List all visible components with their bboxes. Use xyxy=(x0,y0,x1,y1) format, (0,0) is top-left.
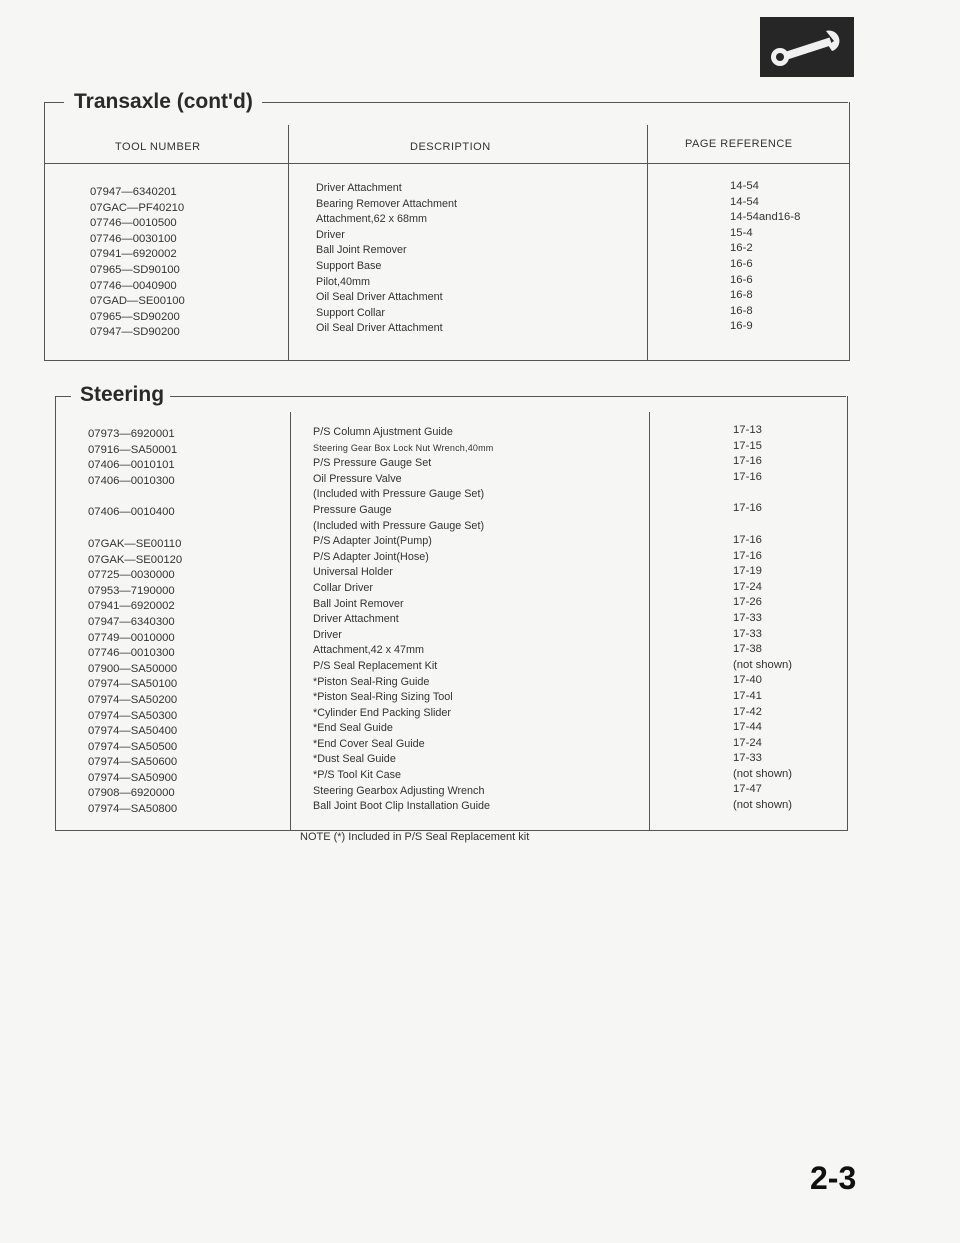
description: Ball Joint Boot Clip Installation Guide xyxy=(313,800,491,813)
tool-number: 07916—SA50001 xyxy=(88,443,178,456)
tool-number: 07974—SA50900 xyxy=(88,771,178,784)
tool-number: 07974—SA50600 xyxy=(88,756,178,769)
tool-number: 07406—0010101 xyxy=(88,459,175,472)
page-reference: (not shown) xyxy=(733,658,793,671)
description: Steering Gear Box Lock Nut Wrench,40mm xyxy=(313,442,494,453)
description: P/S Column Ajustment Guide xyxy=(313,426,453,438)
tool-number: 07406—0010300 xyxy=(88,474,175,487)
tool-number: 07941—6920002 xyxy=(88,600,175,613)
description: Ball Joint Remover xyxy=(316,244,407,257)
tool-number: 07974—SA50500 xyxy=(88,740,178,753)
description: Oil Seal Driver Attachment xyxy=(316,322,443,335)
page-reference: 17-13 xyxy=(733,424,762,436)
header-description: DESCRIPTION xyxy=(410,141,491,153)
steering-title: Steering xyxy=(74,383,170,407)
page-reference: 17-26 xyxy=(733,596,762,609)
tool-number: 07GAK—SE00110 xyxy=(88,537,182,550)
description: Universal Holder xyxy=(313,566,393,579)
page-reference: 17-16 xyxy=(733,549,762,562)
page-reference: 16-8 xyxy=(730,289,753,302)
description: (Included with Pressure Gauge Set) xyxy=(313,488,485,501)
page-reference: 16-2 xyxy=(730,242,753,255)
page-reference: 17-16 xyxy=(733,502,762,515)
header-tool-number: TOOL NUMBER xyxy=(115,141,201,153)
tool-number: 07974—SA50800 xyxy=(88,803,178,816)
tool-number: 07947—6340201 xyxy=(90,186,177,198)
tool-number: 07974—SA50400 xyxy=(88,725,178,738)
page-reference: 17-33 xyxy=(733,752,762,765)
description: P/S Adapter Joint(Pump) xyxy=(313,535,432,548)
steering-tool-list xyxy=(88,427,182,818)
description: *Piston Seal-Ring Guide xyxy=(313,675,430,688)
description: Bearing Remover Attachment xyxy=(316,197,458,210)
description: *Dust Seal Guide xyxy=(313,753,396,766)
tool-number: 07749—0010000 xyxy=(88,631,175,644)
tool-number: 07GAK—SE00120 xyxy=(88,553,183,566)
description: *Piston Seal-Ring Sizing Tool xyxy=(313,691,453,704)
tool-number: 07900—SA50000 xyxy=(88,662,178,675)
page-reference: 17-19 xyxy=(733,565,762,578)
description: Attachment,42 x 47mm xyxy=(313,644,425,657)
description: Ball Joint Remover xyxy=(313,597,404,610)
page-reference: 14-54and16-8 xyxy=(730,211,801,224)
description: Pressure Gauge xyxy=(313,503,392,516)
description: Pilot,40mm xyxy=(316,275,371,288)
tool-number: 07974—SA50300 xyxy=(88,709,178,722)
description: *End Cover Seal Guide xyxy=(313,737,425,750)
tool-number: 07GAD—SE00100 xyxy=(90,295,185,308)
description: *Cylinder End Packing Slider xyxy=(313,706,452,719)
description: P/S Seal Replacement Kit xyxy=(313,659,438,672)
page-reference: 17-41 xyxy=(733,689,762,702)
description: *P/S Tool Kit Case xyxy=(313,769,402,782)
description: Driver xyxy=(313,628,342,641)
tool-number: 07GAC—PF40210 xyxy=(90,201,185,214)
description: Support Base xyxy=(316,259,382,272)
page-reference: 17-47 xyxy=(733,783,762,796)
tool-number: 07406—0010400 xyxy=(88,506,175,519)
tool-number: 07974—SA50100 xyxy=(88,678,178,691)
description: (Included with Pressure Gauge Set) xyxy=(313,519,485,532)
page-reference: 15-4 xyxy=(730,226,753,239)
tool-number: 07965—SD90200 xyxy=(90,310,180,323)
page-reference: 17-16 xyxy=(733,455,762,468)
description: *End Seal Guide xyxy=(313,722,393,735)
tool-number: 07965—SD90100 xyxy=(90,263,180,276)
page-reference: 17-24 xyxy=(733,580,762,593)
page-reference: 17-33 xyxy=(733,627,762,640)
tool-number: 07746—0030100 xyxy=(90,232,177,245)
page-reference: 16-6 xyxy=(730,273,753,286)
page-reference: 17-42 xyxy=(733,705,762,718)
description: Oil Seal Driver Attachment xyxy=(316,291,443,304)
steering-reference-list xyxy=(733,423,792,814)
steering-description-list xyxy=(313,425,494,815)
page-reference: 17-44 xyxy=(733,721,762,734)
page-reference: 17-38 xyxy=(733,643,762,656)
page-reference: 16-6 xyxy=(730,257,753,270)
description: Support Collar xyxy=(316,306,386,319)
description: Driver Attachment xyxy=(316,182,402,194)
page-reference: (not shown) xyxy=(733,767,793,780)
page-reference: 16-8 xyxy=(730,304,753,317)
description: Oil Pressure Valve xyxy=(313,472,402,485)
page-number: 2-3 xyxy=(810,1160,857,1196)
description: Collar Driver xyxy=(313,581,373,594)
footnote: NOTE (*) Included in P/S Seal Replacement kit xyxy=(300,831,530,843)
tool-number: 07746—0010500 xyxy=(90,217,177,230)
page-reference: 17-16 xyxy=(733,533,762,546)
page-reference: 17-15 xyxy=(733,439,762,452)
tool-number: 07947—SD90200 xyxy=(90,326,180,339)
description: Steering Gearbox Adjusting Wrench xyxy=(313,784,485,797)
page-reference: 16-9 xyxy=(730,320,753,333)
transaxle-reference-list xyxy=(730,179,800,335)
tool-number: 07908—6920000 xyxy=(88,787,175,800)
page-reference: 17-40 xyxy=(733,674,762,687)
tool-number: 07746—0010300 xyxy=(88,647,175,660)
tool-number: 07941—6920002 xyxy=(90,248,177,261)
description: Driver Attachment xyxy=(313,613,399,626)
page-reference: 17-16 xyxy=(733,470,762,483)
page-reference: (not shown) xyxy=(733,799,793,812)
transaxle-tool-list xyxy=(90,185,185,341)
tool-number: 07973—6920001 xyxy=(88,428,175,440)
tool-number: 07974—SA50200 xyxy=(88,693,178,706)
description: Attachment,62 x 68mm xyxy=(316,213,428,226)
header-page-reference: PAGE REFERENCE xyxy=(685,138,793,150)
tool-number: 07953—7190000 xyxy=(88,584,175,597)
wrench-icon xyxy=(760,17,854,77)
description: P/S Adapter Joint(Hose) xyxy=(313,550,429,563)
page-reference: 17-24 xyxy=(733,736,762,749)
tool-number: 07947—6340300 xyxy=(88,615,175,628)
tool-number: 07725—0030000 xyxy=(88,569,175,582)
description: Driver xyxy=(316,228,345,241)
description: P/S Pressure Gauge Set xyxy=(313,457,432,470)
page-reference: 14-54 xyxy=(730,180,759,192)
transaxle-title: Transaxle (cont'd) xyxy=(68,90,259,114)
tool-number: 07746—0040900 xyxy=(90,279,177,292)
page-reference: 14-54 xyxy=(730,195,759,208)
page-reference: 17-33 xyxy=(733,611,762,624)
transaxle-description-list xyxy=(316,181,457,337)
